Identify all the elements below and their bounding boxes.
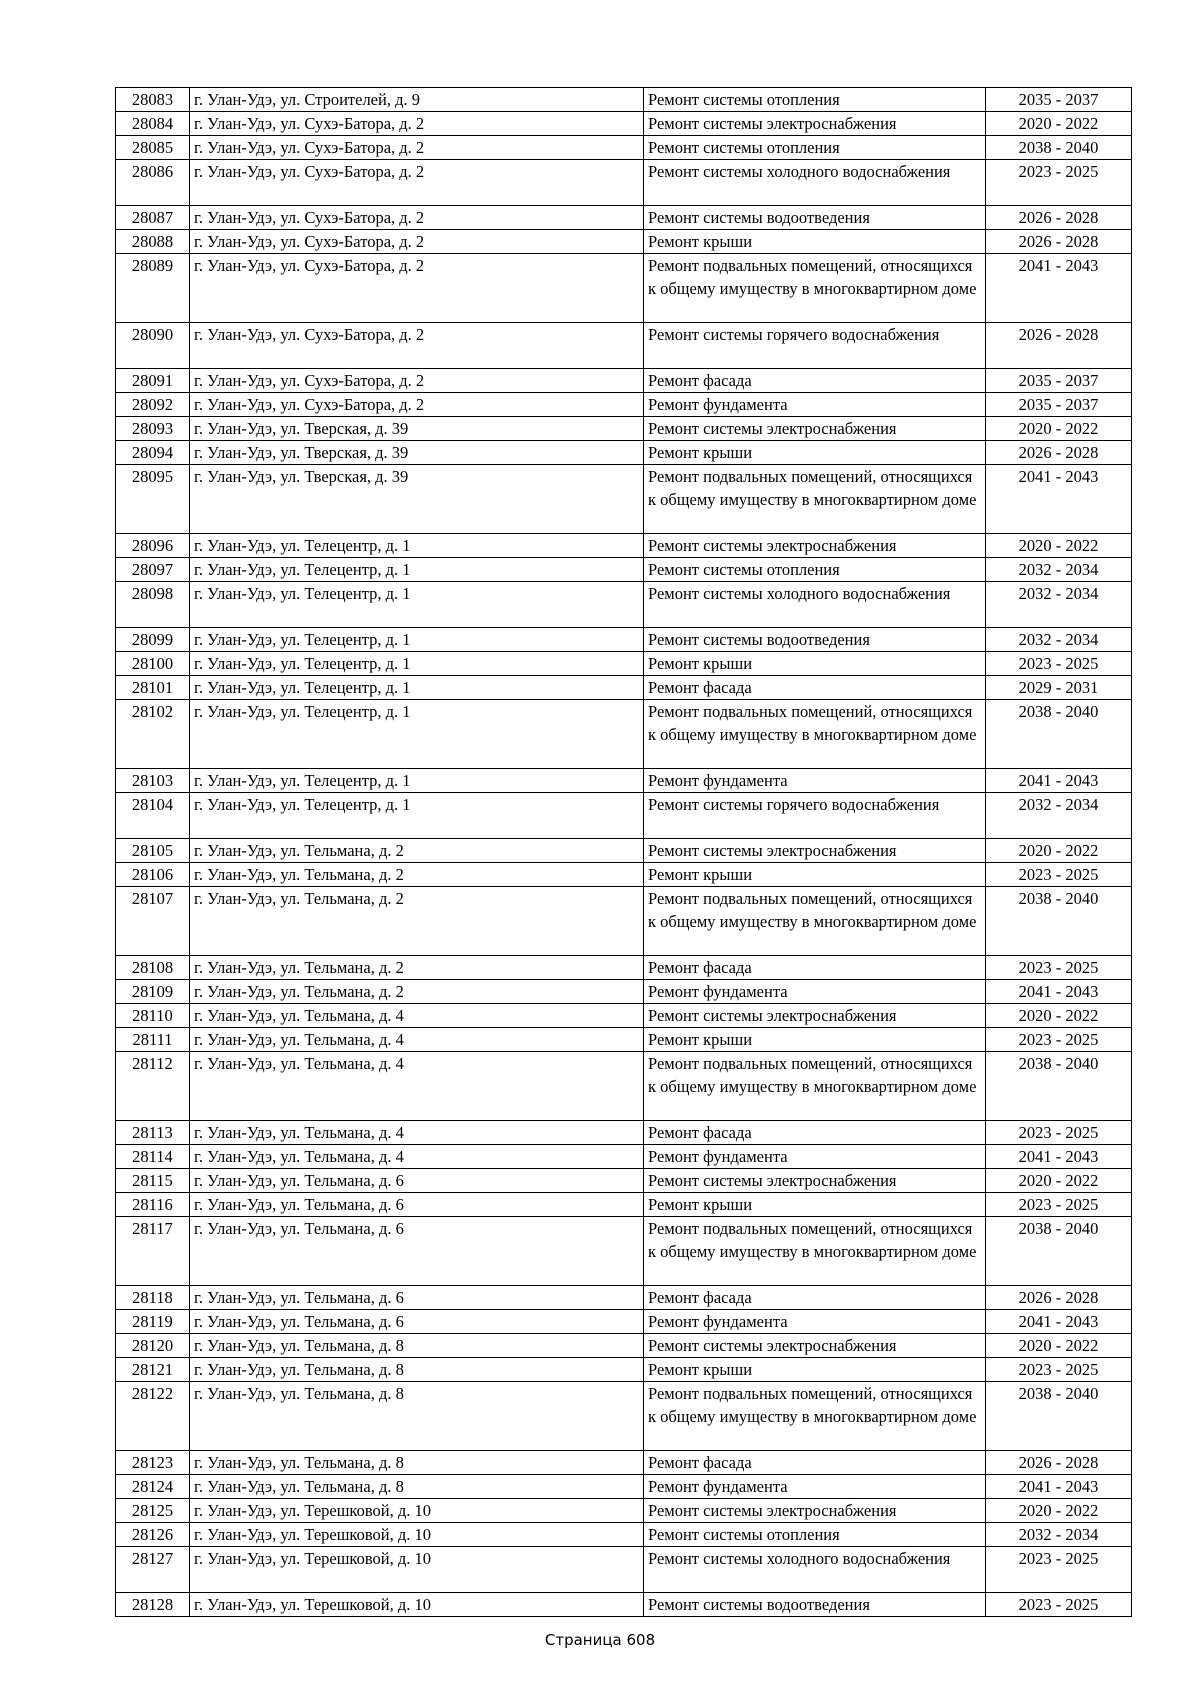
period-cell: 2020 - 2022 (986, 1334, 1132, 1358)
row-number-cell: 28108 (116, 956, 190, 980)
table-row (116, 582, 1132, 628)
period-cell: 2023 - 2025 (986, 956, 1132, 980)
address-cell: г. Улан-Удэ, ул. Тельмана, д. 4 (190, 1121, 644, 1145)
period-cell: 2020 - 2022 (986, 1499, 1132, 1523)
row-number-cell: 28090 (116, 323, 190, 369)
period-cell: 2020 - 2022 (986, 1004, 1132, 1028)
table-row (116, 323, 1132, 369)
row-number-cell: 28104 (116, 793, 190, 839)
table-row (116, 980, 1132, 1004)
period-cell: 2026 - 2028 (986, 1286, 1132, 1310)
period-cell: 2026 - 2028 (986, 230, 1132, 254)
period-cell: 2041 - 2043 (986, 769, 1132, 793)
work-type-cell: Ремонт подвальных помещений, относящихся к общему имуществу в многоквартирном доме (644, 254, 986, 323)
work-type-cell: Ремонт системы электроснабжения (644, 112, 986, 136)
work-type-cell: Ремонт крыши (644, 1028, 986, 1052)
row-number-cell: 28115 (116, 1169, 190, 1193)
address-cell: г. Улан-Удэ, ул. Тельмана, д. 2 (190, 863, 644, 887)
table-row (116, 417, 1132, 441)
row-number-cell: 28124 (116, 1475, 190, 1499)
row-number-cell: 28099 (116, 628, 190, 652)
table-row (116, 1475, 1132, 1499)
address-cell: г. Улан-Удэ, ул. Тельмана, д. 8 (190, 1334, 644, 1358)
work-type-cell: Ремонт фасада (644, 676, 986, 700)
table-row (116, 1547, 1132, 1593)
work-type-cell: Ремонт фасада (644, 956, 986, 980)
address-cell: г. Улан-Удэ, ул. Сухэ-Батора, д. 2 (190, 254, 644, 323)
work-type-cell: Ремонт подвальных помещений, относящихся к общему имуществу в многоквартирном доме (644, 700, 986, 769)
address-cell: г. Улан-Удэ, ул. Тельмана, д. 6 (190, 1193, 644, 1217)
work-type-cell: Ремонт крыши (644, 863, 986, 887)
address-cell: г. Улан-Удэ, ул. Терешковой, д. 10 (190, 1499, 644, 1523)
period-cell: 2023 - 2025 (986, 863, 1132, 887)
work-type-cell: Ремонт системы холодного водоснабжения (644, 160, 986, 206)
row-number-cell: 28122 (116, 1382, 190, 1451)
table-row (116, 863, 1132, 887)
row-number-cell: 28098 (116, 582, 190, 628)
period-cell: 2035 - 2037 (986, 88, 1132, 112)
address-cell: г. Улан-Удэ, ул. Тельмана, д. 6 (190, 1310, 644, 1334)
table-row (116, 1121, 1132, 1145)
period-cell: 2023 - 2025 (986, 1028, 1132, 1052)
work-type-cell: Ремонт подвальных помещений, относящихся к общему имуществу в многоквартирном доме (644, 465, 986, 534)
address-cell: г. Улан-Удэ, ул. Телецентр, д. 1 (190, 582, 644, 628)
row-number-cell: 28083 (116, 88, 190, 112)
work-type-cell: Ремонт системы отопления (644, 88, 986, 112)
address-cell: г. Улан-Удэ, ул. Телецентр, д. 1 (190, 534, 644, 558)
table-row (116, 1310, 1132, 1334)
row-number-cell: 28116 (116, 1193, 190, 1217)
address-cell: г. Улан-Удэ, ул. Сухэ-Батора, д. 2 (190, 393, 644, 417)
table-body (116, 88, 1132, 1617)
row-number-cell: 28088 (116, 230, 190, 254)
work-type-cell: Ремонт крыши (644, 1358, 986, 1382)
address-cell: г. Улан-Удэ, ул. Тельмана, д. 4 (190, 1052, 644, 1121)
work-type-cell: Ремонт фасада (644, 1451, 986, 1475)
table-row (116, 652, 1132, 676)
row-number-cell: 28128 (116, 1593, 190, 1617)
table-row (116, 88, 1132, 112)
work-type-cell: Ремонт системы электроснабжения (644, 417, 986, 441)
table-row (116, 534, 1132, 558)
table-row (116, 254, 1132, 323)
table-row (116, 1593, 1132, 1617)
period-cell: 2032 - 2034 (986, 1523, 1132, 1547)
table-row (116, 628, 1132, 652)
row-number-cell: 28112 (116, 1052, 190, 1121)
table-row (116, 1028, 1132, 1052)
period-cell: 2041 - 2043 (986, 1475, 1132, 1499)
address-cell: г. Улан-Удэ, ул. Телецентр, д. 1 (190, 769, 644, 793)
period-cell: 2023 - 2025 (986, 1593, 1132, 1617)
period-cell: 2023 - 2025 (986, 160, 1132, 206)
row-number-cell: 28096 (116, 534, 190, 558)
work-type-cell: Ремонт системы горячего водоснабжения (644, 323, 986, 369)
period-cell: 2035 - 2037 (986, 369, 1132, 393)
table-row (116, 700, 1132, 769)
work-type-cell: Ремонт системы водоотведения (644, 1593, 986, 1617)
row-number-cell: 28092 (116, 393, 190, 417)
address-cell: г. Улан-Удэ, ул. Телецентр, д. 1 (190, 700, 644, 769)
address-cell: г. Улан-Удэ, ул. Тельмана, д. 8 (190, 1451, 644, 1475)
table-row (116, 393, 1132, 417)
table-row (116, 206, 1132, 230)
period-cell: 2020 - 2022 (986, 534, 1132, 558)
work-type-cell: Ремонт фундамента (644, 393, 986, 417)
table-row (116, 1523, 1132, 1547)
address-cell: г. Улан-Удэ, ул. Тельмана, д. 2 (190, 887, 644, 956)
period-cell: 2026 - 2028 (986, 206, 1132, 230)
table-row (116, 956, 1132, 980)
address-cell: г. Улан-Удэ, ул. Сухэ-Батора, д. 2 (190, 323, 644, 369)
period-cell: 2041 - 2043 (986, 254, 1132, 323)
period-cell: 2041 - 2043 (986, 1145, 1132, 1169)
work-type-cell: Ремонт крыши (644, 230, 986, 254)
address-cell: г. Улан-Удэ, ул. Тельмана, д. 6 (190, 1286, 644, 1310)
address-cell: г. Улан-Удэ, ул. Сухэ-Батора, д. 2 (190, 206, 644, 230)
address-cell: г. Улан-Удэ, ул. Терешковой, д. 10 (190, 1593, 644, 1617)
row-number-cell: 28097 (116, 558, 190, 582)
work-type-cell: Ремонт фундамента (644, 769, 986, 793)
work-type-cell: Ремонт системы горячего водоснабжения (644, 793, 986, 839)
period-cell: 2020 - 2022 (986, 839, 1132, 863)
work-type-cell: Ремонт фасада (644, 1286, 986, 1310)
table-row (116, 136, 1132, 160)
work-type-cell: Ремонт системы холодного водоснабжения (644, 1547, 986, 1593)
table-row (116, 369, 1132, 393)
period-cell: 2020 - 2022 (986, 417, 1132, 441)
table-row (116, 887, 1132, 956)
table-row (116, 1145, 1132, 1169)
table-row (116, 558, 1132, 582)
address-cell: г. Улан-Удэ, ул. Тельмана, д. 2 (190, 956, 644, 980)
work-type-cell: Ремонт подвальных помещений, относящихся к общему имуществу в многоквартирном доме (644, 887, 986, 956)
work-type-cell: Ремонт системы электроснабжения (644, 534, 986, 558)
period-cell: 2035 - 2037 (986, 393, 1132, 417)
address-cell: г. Улан-Удэ, ул. Телецентр, д. 1 (190, 628, 644, 652)
row-number-cell: 28093 (116, 417, 190, 441)
table-row (116, 676, 1132, 700)
row-number-cell: 28102 (116, 700, 190, 769)
row-number-cell: 28100 (116, 652, 190, 676)
address-cell: г. Улан-Удэ, ул. Тельмана, д. 4 (190, 1145, 644, 1169)
row-number-cell: 28084 (116, 112, 190, 136)
row-number-cell: 28127 (116, 1547, 190, 1593)
work-type-cell: Ремонт системы отопления (644, 1523, 986, 1547)
table-row (116, 1358, 1132, 1382)
period-cell: 2023 - 2025 (986, 1121, 1132, 1145)
row-number-cell: 28114 (116, 1145, 190, 1169)
work-type-cell: Ремонт фасада (644, 369, 986, 393)
address-cell: г. Улан-Удэ, ул. Сухэ-Батора, д. 2 (190, 136, 644, 160)
row-number-cell: 28107 (116, 887, 190, 956)
period-cell: 2038 - 2040 (986, 1052, 1132, 1121)
work-type-cell: Ремонт системы электроснабжения (644, 839, 986, 863)
address-cell: г. Улан-Удэ, ул. Тельмана, д. 8 (190, 1358, 644, 1382)
period-cell: 2038 - 2040 (986, 1382, 1132, 1451)
work-type-cell: Ремонт системы отопления (644, 136, 986, 160)
row-number-cell: 28094 (116, 441, 190, 465)
table-row (116, 230, 1132, 254)
row-number-cell: 28085 (116, 136, 190, 160)
page-number: Страница 608 (544, 1631, 656, 1649)
row-number-cell: 28103 (116, 769, 190, 793)
period-cell: 2041 - 2043 (986, 465, 1132, 534)
table-row (116, 1004, 1132, 1028)
work-type-cell: Ремонт крыши (644, 441, 986, 465)
row-number-cell: 28111 (116, 1028, 190, 1052)
table-row (116, 1499, 1132, 1523)
period-cell: 2020 - 2022 (986, 112, 1132, 136)
row-number-cell: 28120 (116, 1334, 190, 1358)
address-cell: г. Улан-Удэ, ул. Телецентр, д. 1 (190, 793, 644, 839)
work-type-cell: Ремонт подвальных помещений, относящихся к общему имуществу в многоквартирном доме (644, 1052, 986, 1121)
row-number-cell: 28110 (116, 1004, 190, 1028)
table-row (116, 112, 1132, 136)
work-type-cell: Ремонт системы холодного водоснабжения (644, 582, 986, 628)
row-number-cell: 28086 (116, 160, 190, 206)
table-row (116, 441, 1132, 465)
row-number-cell: 28118 (116, 1286, 190, 1310)
work-type-cell: Ремонт фасада (644, 1121, 986, 1145)
table-row (116, 1286, 1132, 1310)
period-cell: 2020 - 2022 (986, 1169, 1132, 1193)
repair-schedule-table (115, 87, 1132, 1617)
work-type-cell: Ремонт системы электроснабжения (644, 1499, 986, 1523)
address-cell: г. Улан-Удэ, ул. Сухэ-Батора, д. 2 (190, 369, 644, 393)
period-cell: 2026 - 2028 (986, 323, 1132, 369)
address-cell: г. Улан-Удэ, ул. Тверская, д. 39 (190, 417, 644, 441)
period-cell: 2032 - 2034 (986, 628, 1132, 652)
row-number-cell: 28095 (116, 465, 190, 534)
table-row (116, 1052, 1132, 1121)
work-type-cell: Ремонт системы электроснабжения (644, 1004, 986, 1028)
address-cell: г. Улан-Удэ, ул. Сухэ-Батора, д. 2 (190, 230, 644, 254)
address-cell: г. Улан-Удэ, ул. Тверская, д. 39 (190, 465, 644, 534)
work-type-cell: Ремонт фундамента (644, 1475, 986, 1499)
work-type-cell: Ремонт системы электроснабжения (644, 1334, 986, 1358)
address-cell: г. Улан-Удэ, ул. Тельмана, д. 8 (190, 1382, 644, 1451)
period-cell: 2038 - 2040 (986, 1217, 1132, 1286)
address-cell: г. Улан-Удэ, ул. Тельмана, д. 2 (190, 980, 644, 1004)
address-cell: г. Улан-Удэ, ул. Тельмана, д. 6 (190, 1169, 644, 1193)
row-number-cell: 28109 (116, 980, 190, 1004)
work-type-cell: Ремонт системы водоотведения (644, 206, 986, 230)
table-row (116, 839, 1132, 863)
row-number-cell: 28119 (116, 1310, 190, 1334)
period-cell: 2023 - 2025 (986, 1547, 1132, 1593)
work-type-cell: Ремонт подвальных помещений, относящихся к общему имуществу в многоквартирном доме (644, 1217, 986, 1286)
work-type-cell: Ремонт крыши (644, 1193, 986, 1217)
work-type-cell: Ремонт системы электроснабжения (644, 1169, 986, 1193)
row-number-cell: 28126 (116, 1523, 190, 1547)
row-number-cell: 28105 (116, 839, 190, 863)
period-cell: 2023 - 2025 (986, 1193, 1132, 1217)
work-type-cell: Ремонт системы отопления (644, 558, 986, 582)
row-number-cell: 28101 (116, 676, 190, 700)
period-cell: 2023 - 2025 (986, 652, 1132, 676)
table-row (116, 1451, 1132, 1475)
table-row (116, 1169, 1132, 1193)
period-cell: 2032 - 2034 (986, 558, 1132, 582)
period-cell: 2032 - 2034 (986, 793, 1132, 839)
row-number-cell: 28091 (116, 369, 190, 393)
row-number-cell: 28121 (116, 1358, 190, 1382)
period-cell: 2026 - 2028 (986, 1451, 1132, 1475)
row-number-cell: 28125 (116, 1499, 190, 1523)
table-row (116, 1193, 1132, 1217)
address-cell: г. Улан-Удэ, ул. Тельмана, д. 6 (190, 1217, 644, 1286)
period-cell: 2038 - 2040 (986, 136, 1132, 160)
row-number-cell: 28117 (116, 1217, 190, 1286)
work-type-cell: Ремонт подвальных помещений, относящихся к общему имуществу в многоквартирном доме (644, 1382, 986, 1451)
address-cell: г. Улан-Удэ, ул. Терешковой, д. 10 (190, 1547, 644, 1593)
table-row (116, 1217, 1132, 1286)
period-cell: 2041 - 2043 (986, 1310, 1132, 1334)
work-type-cell: Ремонт фундамента (644, 1310, 986, 1334)
address-cell: г. Улан-Удэ, ул. Строителей, д. 9 (190, 88, 644, 112)
period-cell: 2029 - 2031 (986, 676, 1132, 700)
address-cell: г. Улан-Удэ, ул. Телецентр, д. 1 (190, 652, 644, 676)
table-row (116, 465, 1132, 534)
address-cell: г. Улан-Удэ, ул. Тельмана, д. 4 (190, 1004, 644, 1028)
table-row (116, 160, 1132, 206)
period-cell: 2026 - 2028 (986, 441, 1132, 465)
address-cell: г. Улан-Удэ, ул. Тельмана, д. 2 (190, 839, 644, 863)
table-row (116, 769, 1132, 793)
row-number-cell: 28123 (116, 1451, 190, 1475)
row-number-cell: 28087 (116, 206, 190, 230)
table-row (116, 1334, 1132, 1358)
period-cell: 2038 - 2040 (986, 700, 1132, 769)
work-type-cell: Ремонт крыши (644, 652, 986, 676)
address-cell: г. Улан-Удэ, ул. Телецентр, д. 1 (190, 558, 644, 582)
work-type-cell: Ремонт фундамента (644, 1145, 986, 1169)
row-number-cell: 28089 (116, 254, 190, 323)
work-type-cell: Ремонт фундамента (644, 980, 986, 1004)
address-cell: г. Улан-Удэ, ул. Тельмана, д. 4 (190, 1028, 644, 1052)
row-number-cell: 28106 (116, 863, 190, 887)
table-row (116, 793, 1132, 839)
address-cell: г. Улан-Удэ, ул. Терешковой, д. 10 (190, 1523, 644, 1547)
address-cell: г. Улан-Удэ, ул. Сухэ-Батора, д. 2 (190, 160, 644, 206)
period-cell: 2038 - 2040 (986, 887, 1132, 956)
row-number-cell: 28113 (116, 1121, 190, 1145)
address-cell: г. Улан-Удэ, ул. Телецентр, д. 1 (190, 676, 644, 700)
period-cell: 2023 - 2025 (986, 1358, 1132, 1382)
address-cell: г. Улан-Удэ, ул. Сухэ-Батора, д. 2 (190, 112, 644, 136)
period-cell: 2041 - 2043 (986, 980, 1132, 1004)
work-type-cell: Ремонт системы водоотведения (644, 628, 986, 652)
table-row (116, 1382, 1132, 1451)
address-cell: г. Улан-Удэ, ул. Тельмана, д. 8 (190, 1475, 644, 1499)
period-cell: 2032 - 2034 (986, 582, 1132, 628)
address-cell: г. Улан-Удэ, ул. Тверская, д. 39 (190, 441, 644, 465)
